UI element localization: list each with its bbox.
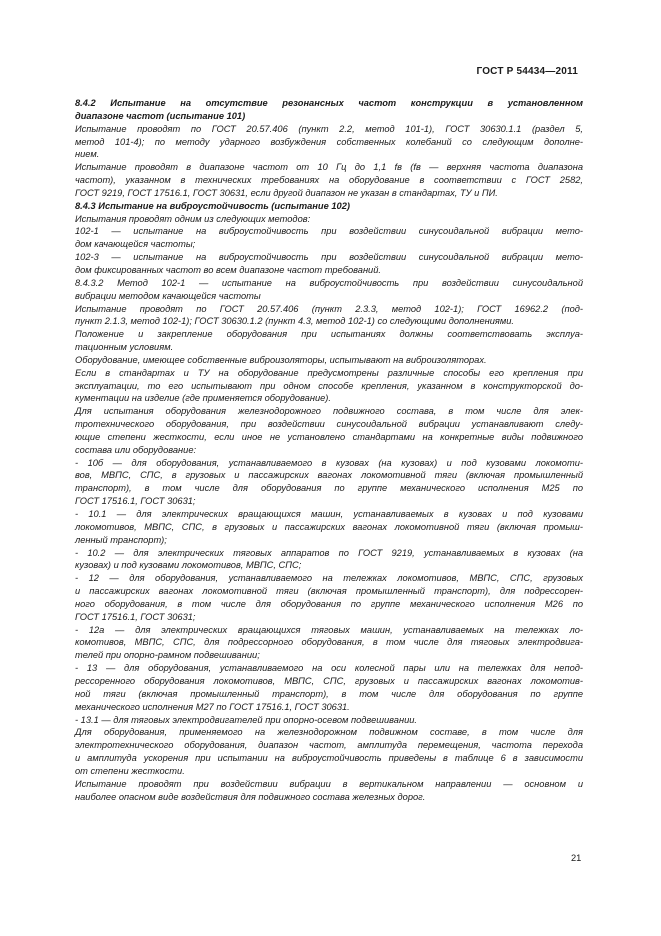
paragraph [75,251,583,277]
paragraph [75,405,583,456]
paragraph [75,714,583,727]
text-line: тротехнического оборудования, при воздействии синусоидальной вибрации устанавливают следу- [75,419,583,430]
text-line: ющие степени жесткости, если иное не установлено стандартами на конкретные виды подвижного [75,431,583,442]
text-line: диапазоне частот (испытание 101) [75,110,246,121]
text-line: рессоренного оборудования локомотивов, МВПС, СПС, грузовых и пассажирских вагонах локомотив- [75,675,583,686]
text-line: ного оборудования, в том числе для оборудования по группе механического исполнения М26 по [75,598,583,609]
text-line: Положение и закрепление оборудования при испытаниях должны соответствовать эксплуа- [75,329,583,340]
document-body [75,97,583,803]
paragraph [75,161,583,200]
text-line: комотивов, МВПС, СПС, для подрессорного оборудования, в том числе для тяговых электродвига- [75,637,583,648]
paragraph [75,778,583,804]
text-line: 102-3 — испытание на виброустойчивость при воздействии синусоидальной вибрации мето- [75,252,583,263]
text-line: - 13 — для оборудования, устанавливаемого на оси колесной пары или на тележках для непод- [75,663,583,674]
text-line: - 12 — для оборудования, устанавливаемого на тележках локомотивов, МВПС, СПС, грузовых [75,573,583,584]
text-line: ГОСТ 17516.1, ГОСТ 30631; [75,611,196,622]
paragraph [75,213,583,226]
text-line: механического исполнения М27 по ГОСТ 17516.1, ГОСТ 30631. [75,701,350,712]
text-line: ГОСТ 9219, ГОСТ 17516.1, ГОСТ 30631, если другой диапазон не указан в стандартах, ТУ и ПИ. [75,187,498,198]
text-line: кументации на изделие (где применяется оборудование). [75,393,331,404]
text-line: Испытание проводят по ГОСТ 20.57.406 (пункт 2.2, метод 101-1), ГОСТ 30630.1.1 (раздел 5, [75,123,583,134]
text-line: метод 101-4); по методу ударного возбуждения собственных колебаний со следующим дополне- [75,136,583,147]
text-line: - 10б — для оборудования, устанавливаемого в кузовах (на кузовах) и под кузовами локомоти- [75,457,583,468]
text-line: транспорт), в том числе для оборудования по группе механического исполнения М25 по [75,483,583,494]
text-line: 8.4.2 Испытание на отсутствие резонансных частот конструкции в установленном [75,98,583,108]
paragraph [75,457,583,508]
text-line: эксплуатации, то его испытывают при одном способе крепления, указанном в конструкторской до- [75,380,583,391]
text-line: - 13.1 — для тяговых электродвигателей при опорно-осевом подвешивании. [75,714,417,725]
text-line: от степени жесткости. [75,765,185,776]
text-line: и пассажирских вагонах локомотивной тяги (включая промышленный транспорт), для подрессорен- [75,586,583,597]
text-line: кузовах) и под кузовами локомотивов, МВПС, СПС; [75,560,302,571]
paragraph [75,225,583,251]
paragraph [75,547,583,573]
text-line: ГОСТ 17516.1, ГОСТ 30631; [75,496,196,507]
text-line: электротехнического оборудования, диапазон частот, амплитуда перемещения, частота перехода [75,740,583,751]
text-line: Если в стандартах и ТУ на оборудование предусмотрены различные способы его крепления при [75,367,583,378]
text-line: Для испытания оборудования железнодорожного подвижного состава, в том числе для элек- [75,406,583,417]
text-line: Оборудование, имеющее собственные виброизоляторы, испытывают на виброизоляторах. [75,354,487,365]
paragraph [75,303,583,329]
text-line: пункт 2.1.3, метод 102-1); ГОСТ 30630.1.2 (пункт 4.3, метод 102-1) со следующими дополнениями. [75,316,515,327]
text-line: ленный транспорт); [75,534,167,545]
text-line: дом качающейся частоты; [75,239,196,250]
text-line: частот), указанном в технических требованиях на оборудование в соответствии с ГОСТ 2582, [75,175,583,186]
text-line: локомотивов, МВПС, СПС, в грузовых и пассажирских вагонах локомотивной тяги (включая промыш- [75,521,583,532]
text-line: нием. [75,149,100,160]
paragraph [75,123,583,162]
text-line: Для оборудования, применяемого на железнодорожном подвижном составе, в том числе для [75,727,583,738]
text-line: - 12а — для электрических вращающихся тяговых машин, устанавливаемых на тележках ло- [75,624,583,635]
text-line: 8.4.3 Испытание на виброустойчивость (испытание 102) [75,200,350,211]
text-line: 8.4.3.2 Метод 102-1 — испытание на виброустойчивость при воздействии синусоидальной [75,277,583,288]
paragraph [75,662,583,713]
text-line: ной тяги (включая промышленный транспорт), в том числе для оборудования по группе [75,688,583,699]
text-line: Испытание проводят в диапазоне частот от 10 Гц до 1,1 fв (fв — верхняя частота диапазона [75,162,583,173]
text-line: наиболее опасном виде воздействия для подвижного состава железных дорог. [75,791,426,802]
text-line: - 10.1 — для электрических вращающихся машин, устанавливаемых в кузовах и под кузовами [75,509,583,519]
text-line: Испытания проводят одним из следующих методов: [75,213,311,224]
text-line: состава или оборудование: [75,444,197,455]
section-heading [75,200,583,213]
text-line: и амплитуда ускорения при испытании на виброустойчивость приведены в таблице 6 в зависимости [75,753,583,764]
text-line: тационным условиям. [75,342,174,353]
text-line: Испытание проводят при воздействии вибрации в вертикальном направлении — основном и [75,778,583,789]
paragraph [75,277,583,303]
paragraph [75,328,583,354]
paragraph [75,572,583,623]
document-header: ГОСТ Р 54434—2011 [476,66,578,77]
text-line: 102-1 — испытание на виброустойчивость при воздействии синусоидальной вибрации мето- [75,226,583,237]
text-line: вов, МВПС, СПС, в грузовых и пассажирских вагонах локомотивной тяги (включая промышленный [75,470,583,481]
paragraph [75,508,583,547]
paragraph [75,354,583,367]
text-line: телей при опорно-рамном подвешивании; [75,650,260,661]
section-heading [75,97,583,123]
text-line: Испытание проводят по ГОСТ 20.57.406 (пункт 2.3.3, метод 102-1); ГОСТ 16962.2 (под- [75,303,583,314]
text-line: дом фиксированных частот во всем диапазоне частот требований. [75,264,381,275]
text-line: - 10.2 — для электрических тяговых аппаратов по ГОСТ 9219, устанавливаемых в кузовах (на [75,547,583,558]
text-line: вибрации методом качающейся частоты [75,290,261,301]
paragraph [75,367,583,406]
paragraph [75,726,583,777]
paragraph [75,624,583,663]
page-number: 21 [571,853,582,863]
